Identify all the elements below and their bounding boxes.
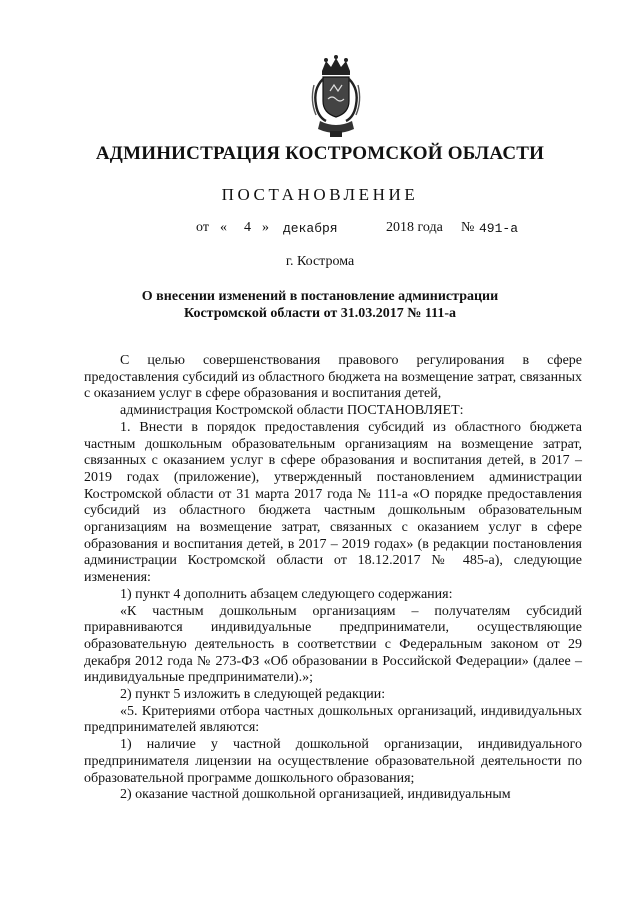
document-number-label: №	[461, 220, 475, 235]
date-close-quote: »	[262, 220, 269, 235]
body-paragraph: 2) пункт 5 изложить в следующей редакции:	[120, 687, 386, 703]
city-name: г. Кострома	[285, 254, 355, 269]
document-subject	[100, 288, 540, 322]
date-month: декабря	[283, 221, 338, 236]
date-prefix: от	[196, 220, 209, 235]
body-paragraph: 2) оказание частной дошкольной организацией, индивидуальным	[120, 787, 511, 803]
document-number: 491-а	[479, 221, 519, 236]
body-paragraph: «К частным дошкольным организациям – получателям субсидий приравниваются индивидуальные предприниматели, осуществляющие образовательную деятельность в соответствии с Федеральным законом от 29 декабря 2012 года № 273-ФЗ «Об образовании в Российской Федерации» (далее – индивидуальные предприниматели).»;	[84, 603, 582, 686]
date-day: 4	[244, 220, 251, 235]
document-type: ПОСТАНОВЛЕНИЕ	[221, 185, 419, 204]
subject-line-1: О внесении изменений в постановление администрации	[141, 289, 499, 304]
body-paragraph: С целью совершенствования правового регулирования в сфере предоставления субсидий из областного бюджета на возмещение затрат, связанных с оказанием услуг в сфере образования и воспитания детей,	[84, 353, 582, 402]
coat-of-arms-emblem	[308, 55, 364, 141]
body-paragraph: 1. Внести в порядок предоставления субсидий из областного бюджета частным дошкольным образовательным организациям на возмещение затрат, связанных с оказанием услуг в сфере образования и воспитания детей, в 2017 – 2019 годах (приложение), утвержденный постановлением администрации Костромской области от 31 марта 2017 года № 111-а «О порядке предоставления субсидий из областного бюджета частным дошкольным образовательным организациям на возмещение затрат, связанных с оказанием услуг в сфере образования и воспитания детей, в 2017 – 2019 годах» (в редакции постановления администрации Костромской области от 18.12.2017 № 485-а), следующие изменения:	[84, 419, 582, 586]
organization-name: АДМИНИСТРАЦИЯ КОСТРОМСКОЙ ОБЛАСТИ	[95, 143, 545, 164]
body-paragraph: администрация Костромской области ПОСТАНОВЛЯЕТ:	[120, 403, 464, 419]
document-body	[84, 353, 582, 804]
subject-line-2: Костромской области от 31.03.2017 № 111-а	[184, 306, 456, 321]
date-open-quote: «	[220, 220, 227, 235]
body-paragraph: 1) наличие у частной дошкольной организации, индивидуального предпринимателя лицензии на осуществление образовательной деятельности по образовательной программе дошкольного образования;	[84, 737, 582, 786]
date-year: 2018 года	[386, 220, 443, 235]
body-paragraph: «5. Критериями отбора частных дошкольных организаций, индивидуальных предпринимателей являются:	[84, 703, 582, 736]
body-paragraph: 1) пункт 4 дополнить абзацем следующего содержания:	[120, 586, 453, 602]
